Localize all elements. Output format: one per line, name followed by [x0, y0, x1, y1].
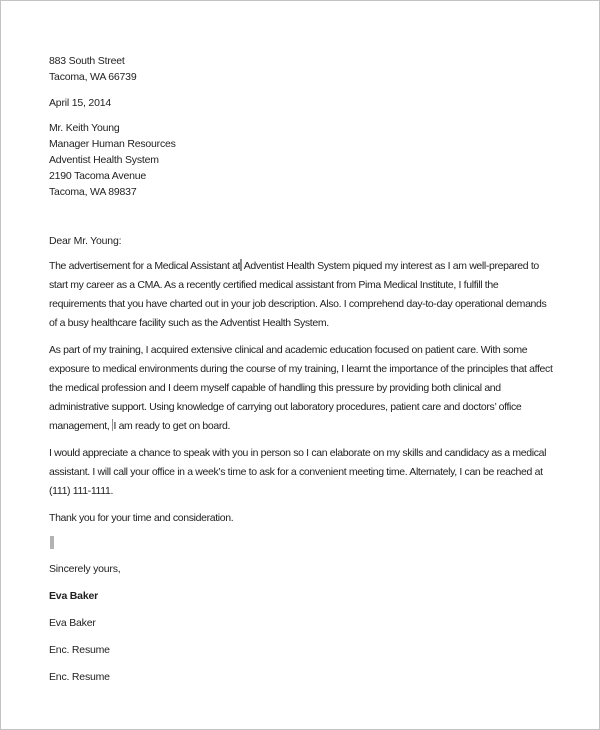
signature-name-bold: Eva Baker: [49, 590, 98, 602]
sender-address-line: 883 South Street: [49, 55, 125, 67]
signature-name: Eva Baker: [49, 617, 96, 629]
recipient-line: Mr. Keith Young: [49, 122, 120, 134]
body-paragraph-1: [49, 257, 555, 333]
paragraph-1-text-after-caret: Adventist Health System piqued my interest as I am well-prepared to start my career as a CMA. As a recently certified medical assistant from Pima Medical Institute, I fulfill the requirements that you have charted out in your job description. Also. I comprehend day-to-day operational demands of a busy healthcare facility such as the Adventist Health System.: [49, 260, 547, 329]
recipient-line: Tacoma, WA 89837: [49, 186, 137, 198]
body-paragraph-3: I would appreciate a chance to speak with you in person so I can elaborate on my skills and candidacy as a medical assistant. I will call your office in a week’s time to ask for a convenient meeting time. Alternately, I can be reached at (111) 111-1111.: [49, 447, 547, 497]
recipient-line: 2190 Tacoma Avenue: [49, 170, 147, 182]
valediction: Sincerely yours,: [49, 563, 121, 575]
paragraph-1-text-before-caret: The advertisement for a Medical Assistant at: [49, 260, 241, 272]
recipient-address-block: [49, 120, 555, 200]
enclosure-line: Enc. Resume: [49, 644, 110, 656]
paragraph-2-text-before-caret: As part of my training, I acquired extensive clinical and academic education focused on patient care. With some exposure to medical environments during the course of my training, I learnt the importance of the principles that affect the medical profession and I deem myself capable of handling this pressure by providing both clinical and administrative support. Using knowledge of carrying out laboratory procedures, patient care and doctors’ office management,: [49, 344, 553, 432]
closing-block: [49, 562, 555, 684]
paragraph-2-text-after-caret: I am ready to get on board.: [113, 420, 231, 432]
date-line: April 15, 2014: [49, 97, 111, 109]
sender-address-block: [49, 53, 555, 85]
body-paragraph-2: [49, 341, 555, 436]
enclosure-line: Enc. Resume: [49, 671, 110, 683]
date-block: [49, 95, 555, 111]
salutation: Dear Mr. Young:: [49, 235, 122, 247]
thanks-line: Thank you for your time and consideration.: [49, 512, 234, 524]
empty-paragraph-caret: [50, 536, 54, 549]
sender-address-line: Tacoma, WA 66739: [49, 71, 137, 83]
letter-content-area[interactable]: [1, 1, 599, 684]
recipient-line: Adventist Health System: [49, 154, 159, 166]
recipient-line: Manager Human Resources: [49, 138, 176, 150]
